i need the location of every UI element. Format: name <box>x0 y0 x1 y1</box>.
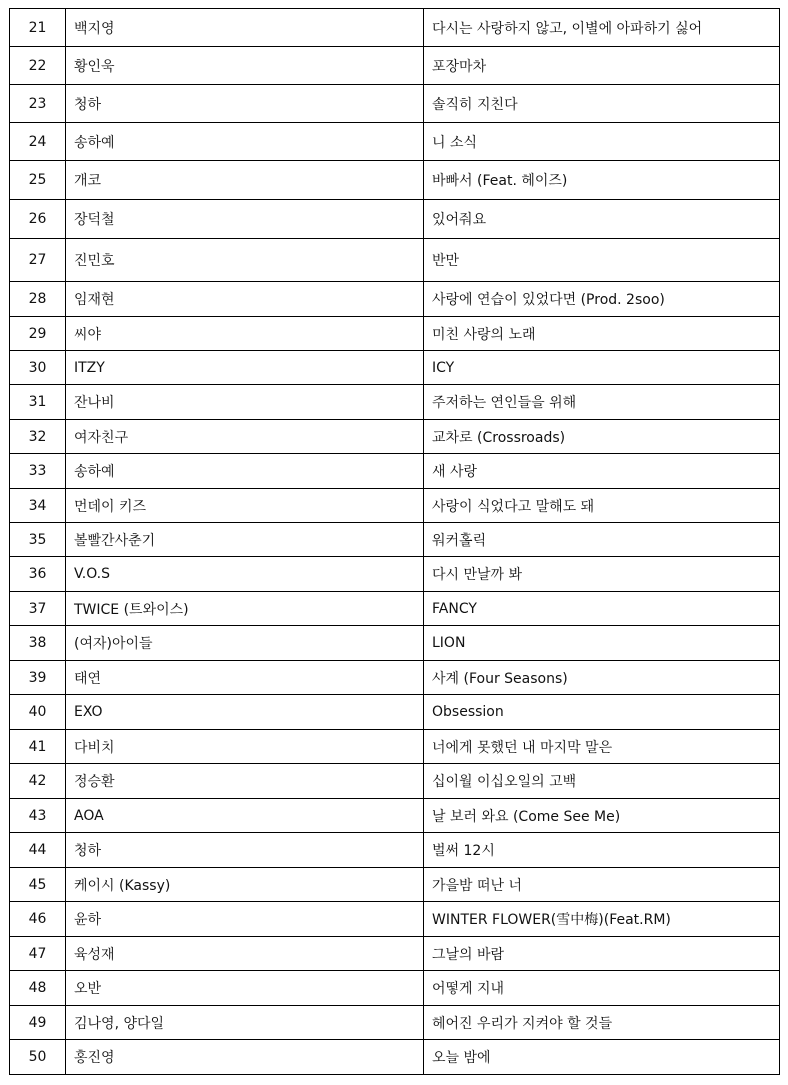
artist-cell: 홍진영 <box>66 1040 424 1075</box>
rank-cell: 28 <box>10 282 66 317</box>
title-cell: 미친 사랑의 노래 <box>424 317 780 351</box>
artist-cell: 청하 <box>66 85 424 123</box>
artist-cell: 볼빨간사춘기 <box>66 523 424 557</box>
title-cell: 다시는 사랑하지 않고, 이별에 아파하기 싫어 <box>424 9 780 47</box>
music-chart-table <box>9 8 780 1075</box>
artist-cell: 윤하 <box>66 902 424 937</box>
artist-cell: ITZY <box>66 351 424 385</box>
rank-cell: 27 <box>10 239 66 282</box>
title-cell: 가을밤 떠난 너 <box>424 868 780 902</box>
title-cell: LION <box>424 626 780 661</box>
title-cell: 사계 (Four Seasons) <box>424 661 780 695</box>
table-row <box>10 1040 780 1075</box>
artist-cell: 먼데이 키즈 <box>66 489 424 523</box>
title-cell: ICY <box>424 351 780 385</box>
table-row <box>10 351 780 385</box>
artist-cell: 잔나비 <box>66 385 424 420</box>
artist-cell: 다비치 <box>66 730 424 764</box>
table-row <box>10 523 780 557</box>
artist-cell: 오반 <box>66 971 424 1006</box>
artist-cell: 백지영 <box>66 9 424 47</box>
table-row <box>10 282 780 317</box>
title-cell: 오늘 밤에 <box>424 1040 780 1075</box>
rank-cell: 35 <box>10 523 66 557</box>
table-row <box>10 764 780 799</box>
rank-cell: 30 <box>10 351 66 385</box>
rank-cell: 37 <box>10 592 66 626</box>
table-row <box>10 239 780 282</box>
title-cell: 그날의 바람 <box>424 937 780 971</box>
rank-cell: 31 <box>10 385 66 420</box>
title-cell: 니 소식 <box>424 123 780 161</box>
artist-cell: 장덕철 <box>66 200 424 239</box>
title-cell: 사랑이 식었다고 말해도 돼 <box>424 489 780 523</box>
artist-cell: TWICE (트와이스) <box>66 592 424 626</box>
table-row <box>10 85 780 123</box>
rank-cell: 29 <box>10 317 66 351</box>
rank-cell: 42 <box>10 764 66 799</box>
table-row <box>10 1006 780 1040</box>
table-row <box>10 730 780 764</box>
rank-cell: 50 <box>10 1040 66 1075</box>
rank-cell: 46 <box>10 902 66 937</box>
rank-cell: 22 <box>10 47 66 85</box>
title-cell: 십이월 이십오일의 고백 <box>424 764 780 799</box>
artist-cell: 케이시 (Kassy) <box>66 868 424 902</box>
title-cell: 새 사랑 <box>424 454 780 489</box>
artist-cell: 씨야 <box>66 317 424 351</box>
table-row <box>10 868 780 902</box>
title-cell: 반만 <box>424 239 780 282</box>
rank-cell: 24 <box>10 123 66 161</box>
artist-cell: V.O.S <box>66 557 424 592</box>
artist-cell: (여자)아이들 <box>66 626 424 661</box>
table-row <box>10 937 780 971</box>
rank-cell: 48 <box>10 971 66 1006</box>
title-cell: 포장마차 <box>424 47 780 85</box>
artist-cell: 김나영, 양다일 <box>66 1006 424 1040</box>
title-cell: 다시 만날까 봐 <box>424 557 780 592</box>
table-row <box>10 454 780 489</box>
table-row <box>10 902 780 937</box>
artist-cell: 송하예 <box>66 123 424 161</box>
title-cell: Obsession <box>424 695 780 730</box>
table-row <box>10 161 780 200</box>
artist-cell: 육성재 <box>66 937 424 971</box>
rank-cell: 49 <box>10 1006 66 1040</box>
artist-cell: 청하 <box>66 833 424 868</box>
title-cell: 사랑에 연습이 있었다면 (Prod. 2soo) <box>424 282 780 317</box>
title-cell: 너에게 못했던 내 마지막 말은 <box>424 730 780 764</box>
table-row <box>10 317 780 351</box>
table-row <box>10 833 780 868</box>
rank-cell: 43 <box>10 799 66 833</box>
table-row <box>10 661 780 695</box>
title-cell: 솔직히 지친다 <box>424 85 780 123</box>
rank-cell: 23 <box>10 85 66 123</box>
rank-cell: 41 <box>10 730 66 764</box>
artist-cell: 태연 <box>66 661 424 695</box>
title-cell: 날 보러 와요 (Come See Me) <box>424 799 780 833</box>
artist-cell: 정승환 <box>66 764 424 799</box>
table-row <box>10 420 780 454</box>
rank-cell: 34 <box>10 489 66 523</box>
rank-cell: 40 <box>10 695 66 730</box>
rank-cell: 38 <box>10 626 66 661</box>
title-cell: 벌써 12시 <box>424 833 780 868</box>
artist-cell: 여자친구 <box>66 420 424 454</box>
title-cell: 워커홀릭 <box>424 523 780 557</box>
title-cell: 바빠서 (Feat. 헤이즈) <box>424 161 780 200</box>
table-row <box>10 626 780 661</box>
title-cell: FANCY <box>424 592 780 626</box>
rank-cell: 32 <box>10 420 66 454</box>
artist-cell: EXO <box>66 695 424 730</box>
table-row <box>10 489 780 523</box>
artist-cell: AOA <box>66 799 424 833</box>
chart-table-body <box>10 9 780 1075</box>
rank-cell: 44 <box>10 833 66 868</box>
rank-cell: 25 <box>10 161 66 200</box>
table-row <box>10 385 780 420</box>
rank-cell: 45 <box>10 868 66 902</box>
title-cell: 교차로 (Crossroads) <box>424 420 780 454</box>
table-row <box>10 9 780 47</box>
artist-cell: 황인욱 <box>66 47 424 85</box>
table-row <box>10 123 780 161</box>
rank-cell: 47 <box>10 937 66 971</box>
table-row <box>10 971 780 1006</box>
rank-cell: 39 <box>10 661 66 695</box>
table-row <box>10 47 780 85</box>
table-row <box>10 592 780 626</box>
rank-cell: 36 <box>10 557 66 592</box>
artist-cell: 진민호 <box>66 239 424 282</box>
artist-cell: 개코 <box>66 161 424 200</box>
table-row <box>10 557 780 592</box>
title-cell: 어떻게 지내 <box>424 971 780 1006</box>
table-row <box>10 799 780 833</box>
artist-cell: 송하예 <box>66 454 424 489</box>
table-row <box>10 200 780 239</box>
title-cell: 주저하는 연인들을 위해 <box>424 385 780 420</box>
rank-cell: 21 <box>10 9 66 47</box>
title-cell: 헤어진 우리가 지켜야 할 것들 <box>424 1006 780 1040</box>
table-row <box>10 695 780 730</box>
rank-cell: 26 <box>10 200 66 239</box>
artist-cell: 임재현 <box>66 282 424 317</box>
rank-cell: 33 <box>10 454 66 489</box>
title-cell: WINTER FLOWER(雪中梅)(Feat.RM) <box>424 902 780 937</box>
title-cell: 있어줘요 <box>424 200 780 239</box>
